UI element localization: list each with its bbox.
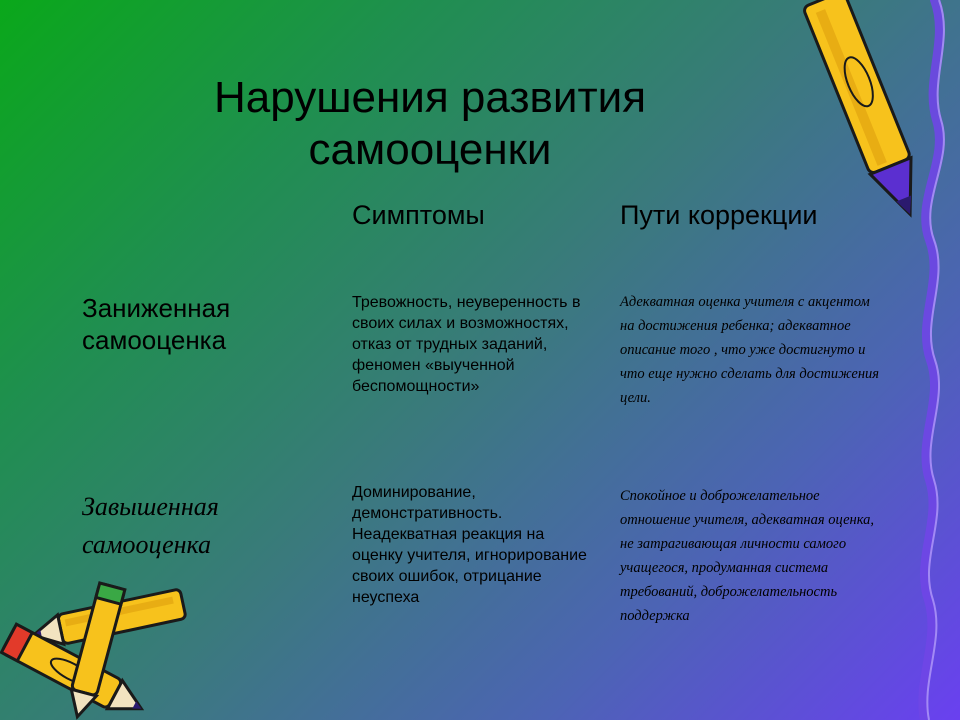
symptoms-high: Доминирование, демонстративность. Неадекватная реакция на оценку учителя, игнорирование своих ошибок, отрицание неуспеха	[352, 484, 587, 606]
pencil-icon	[800, 0, 940, 230]
row-label-high: Завышенная самооценка	[82, 492, 219, 559]
row-label-low: Заниженная самооценка	[82, 293, 231, 355]
slide-title: Нарушения развития самооценки	[213, 73, 647, 174]
correction-low: Адекватная оценка учителя с акцентом на достижения ребенка; адекватное описание того , что уже достигнуто и что еще нужно сделать для достижения цели.	[620, 294, 880, 406]
header-correction: Пути коррекции	[620, 200, 818, 230]
symptoms-low: Тревожность, неуверенность в своих силах и возможностях, отказ от трудных заданий, феномен «выученной беспомощности»	[352, 294, 581, 395]
correction-high: Спокойное и доброжелательное отношение учителя, адекватная оценка, не затрагивающая личности самого учащегося, продуманная система требований, доброжелательность поддержка	[620, 488, 875, 624]
header-symptoms: Симптомы	[352, 200, 485, 230]
pencils-icon	[0, 580, 200, 720]
